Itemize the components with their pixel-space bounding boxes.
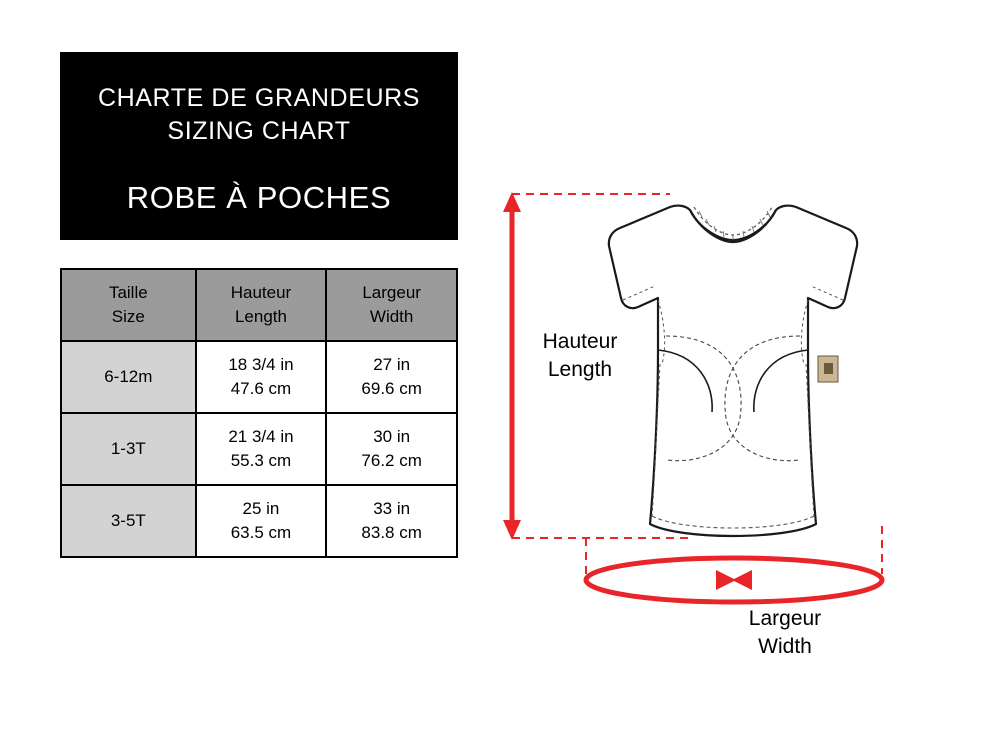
cell-size: 1-3T [61, 413, 196, 485]
cell-length: 18 3/4 in 47.6 cm [196, 341, 327, 413]
title-block [60, 52, 458, 240]
cell-length: 21 3/4 in 55.3 cm [196, 413, 327, 485]
title-line-fr: CHARTE DE GRANDEURS [97, 84, 421, 112]
title-line-en: SIZING CHART [167, 117, 351, 145]
cell-size: 3-5T [61, 485, 196, 557]
cell-width: 30 in 76.2 cm [326, 413, 457, 485]
column-header-length: Hauteur Length [196, 269, 327, 341]
cell-length: 25 in 63.5 cm [196, 485, 327, 557]
cell-size: 6-12m [61, 341, 196, 413]
column-header-width: Largeur Width [326, 269, 457, 341]
column-header-size: Taille Size [61, 269, 196, 341]
cell-width: 27 in 69.6 cm [326, 341, 457, 413]
table-row [61, 341, 457, 413]
width-label: Largeur Width [748, 607, 822, 658]
length-label: Hauteur Length [542, 330, 618, 381]
title-panel [60, 52, 458, 240]
table-row [61, 413, 457, 485]
garment-diagram [490, 150, 990, 690]
product-name: ROBE À POCHES [126, 180, 392, 215]
table-header-row [61, 269, 457, 341]
table-row [61, 485, 457, 557]
sizing-table [60, 268, 458, 558]
brand-tag-icon [818, 356, 838, 382]
cell-width: 33 in 83.8 cm [326, 485, 457, 557]
